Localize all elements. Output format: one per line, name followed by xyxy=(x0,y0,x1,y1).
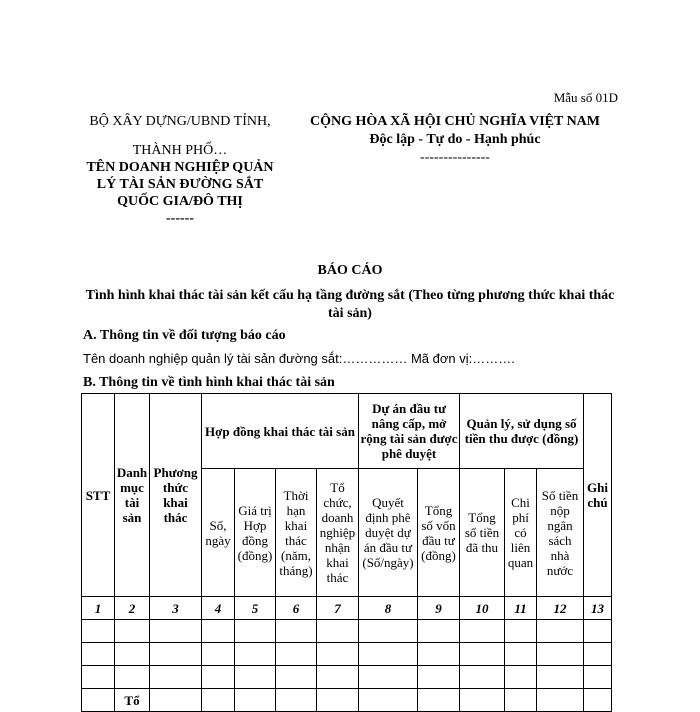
col-number: 7 xyxy=(317,597,359,620)
col-number: 4 xyxy=(202,597,235,620)
report-subtitle: Tình hình khai thác tài sản kết cấu hạ tầng đường sắt (Theo từng phương thức khai thác tài sản) xyxy=(85,288,615,321)
group-revenue: Quản lý, sử dụng số tiền thu được (đồng) xyxy=(460,394,584,469)
section-b-heading: B. Thông tin về tình hình khai thác tài sản xyxy=(83,375,335,390)
col-method: Phương thức khai thác xyxy=(150,394,202,597)
col-revenue-budget: Số tiền nộp ngân sách nhà nước xyxy=(537,469,584,597)
col-asset-list: Danh mục tài sản xyxy=(115,394,150,597)
col-number: 13 xyxy=(584,597,612,620)
agency-header xyxy=(80,113,280,227)
col-project-decision: Quyết định phê duyệt dự án đầu tư (Số/ngày) xyxy=(359,469,418,597)
table-row xyxy=(82,620,612,643)
col-number: 5 xyxy=(235,597,276,620)
group-contract: Hợp đồng khai thác tài sản xyxy=(202,394,359,469)
col-contract-value: Giá trị Hợp đồng (đồng) xyxy=(235,469,276,597)
col-contract-term: Thời hạn khai thác (năm, tháng) xyxy=(276,469,317,597)
col-number: 3 xyxy=(150,597,202,620)
col-number: 9 xyxy=(418,597,460,620)
col-project-capital: Tổng số vốn đầu tư (đồng) xyxy=(418,469,460,597)
form-code: Mẫu số 01D xyxy=(553,90,618,105)
section-a-heading: A. Thông tin về đối tượng báo cáo xyxy=(83,328,286,343)
report-title: BÁO CÁO xyxy=(317,263,383,278)
col-revenue-total: Tổng số tiền đã thu xyxy=(460,469,505,597)
table-row xyxy=(82,643,612,666)
enterprise-info-line: Tên doanh nghiệp quản lý tài sản đường sắt:…………… Mã đơn vị:………. xyxy=(83,351,515,366)
table-row xyxy=(82,666,612,689)
national-motto: Độc lập - Tự do - Hạnh phúc xyxy=(369,132,541,147)
total-label: Tổ xyxy=(115,689,150,712)
col-number: 12 xyxy=(537,597,584,620)
nation-name: CỘNG HÒA XÃ HỘI CHỦ NGHĨA VIỆT NAM xyxy=(309,114,600,129)
col-number: 1 xyxy=(82,597,115,620)
enterprise-name: TÊN DOANH NGHIỆP QUẢN LÝ TÀI SẢN ĐƯỜNG SẮT QUỐC GIA/ĐÔ THỊ xyxy=(86,160,274,209)
ministry-name: BỘ XÂY DỰNG/UBND TỈNH, xyxy=(89,114,271,129)
asset-exploitation-table xyxy=(81,393,612,712)
col-contract-no: Số, ngày xyxy=(202,469,235,597)
col-number: 2 xyxy=(115,597,150,620)
col-number: 11 xyxy=(505,597,537,620)
table-row xyxy=(82,689,612,712)
national-header xyxy=(285,113,625,167)
col-note: Ghi chú xyxy=(584,394,612,597)
col-stt: STT xyxy=(82,394,115,597)
col-number: 10 xyxy=(460,597,505,620)
col-number: 8 xyxy=(359,597,418,620)
motto-rule: --------------- xyxy=(420,150,490,165)
header-rule: ------ xyxy=(166,211,194,226)
col-contract-party: Tổ chức, doanh nghiệp nhận khai thác xyxy=(317,469,359,597)
col-revenue-cost: Chi phí có liên quan xyxy=(505,469,537,597)
col-number: 6 xyxy=(276,597,317,620)
city-name: THÀNH PHỐ… xyxy=(132,143,228,158)
group-project: Dự án đầu tư nâng cấp, mở rộng tài sản được phê duyệt xyxy=(359,394,460,469)
